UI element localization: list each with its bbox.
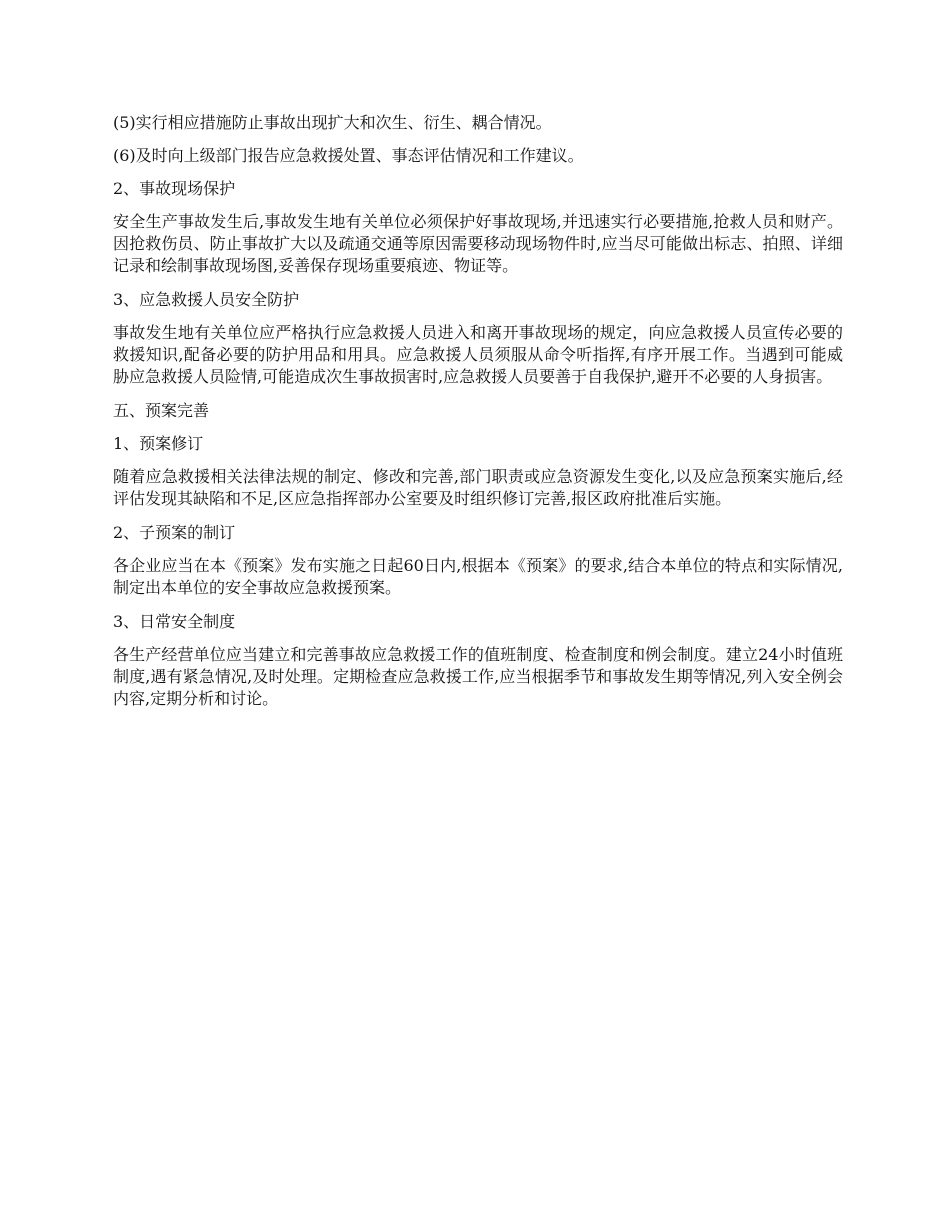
heading-daily-safety: 3、日常安全制度 <box>113 612 236 631</box>
paragraph-measure-5: (5)实行相应措施防止事故出现扩大和次生、衍生、耦合情况。 <box>113 113 552 132</box>
paragraph-rescuer-safety: 事故发生地有关单位应严格执行应急救援人员进入和离开事故现场的规定，向应急救援人员宣传必要的救援知识,配备必要的防护用品和用具。应急救援人员须服从命令听指挥,有序开展工作。当遇到可能威胁应急救援人员险情,可能造成次生事故损害时,应急救援人员要善于自我保护,避开不必要的人身损害。 <box>113 323 843 386</box>
section-heading-plan-improvement: 五、预案完善 <box>113 401 210 420</box>
paragraph-scene-protection: 安全生产事故发生后,事故发生地有关单位必须保护好事故现场,并迅速实行必要措施,抢救人员和财产。因抢救伤员、防止事故扩大以及疏通交通等原因需要移动现场物件时,应当尽可能做出标志、拍照、详细记录和绘制事故现场图,妥善保存现场重要痕迹、物证等。 <box>113 212 843 275</box>
paragraph-daily-safety: 各生产经营单位应当建立和完善事故应急救援工作的值班制度、检查制度和例会制度。建立24小时值班制度,遇有紧急情况,及时处理。定期检查应急救援工作,应当根据季节和事故发生期等情况,列入安全例会内容,定期分析和讨论。 <box>113 645 843 708</box>
paragraph-sub-plan: 各企业应当在本《预案》发布实施之日起60日内,根据本《预案》的要求,结合本单位的特点和实际情况,制定出本单位的安全事故应急救援预案。 <box>113 556 843 597</box>
heading-plan-revision: 1、预案修订 <box>113 434 204 453</box>
document-page <box>113 112 843 722</box>
paragraph-measure-6: (6)及时向上级部门报告应急救援处置、事态评估情况和工作建议。 <box>113 146 584 165</box>
heading-scene-protection: 2、事故现场保护 <box>113 179 236 198</box>
paragraph-plan-revision: 随着应急救援相关法律法规的制定、修改和完善,部门职责或应急资源发生变化,以及应急预案实施后,经评估发现其缺陷和不足,区应急指挥部办公室要及时组织修订完善,报区政府批准后实施。 <box>113 467 843 508</box>
heading-sub-plan: 2、子预案的制订 <box>113 523 236 542</box>
heading-rescuer-safety: 3、应急救援人员安全防护 <box>113 290 300 309</box>
